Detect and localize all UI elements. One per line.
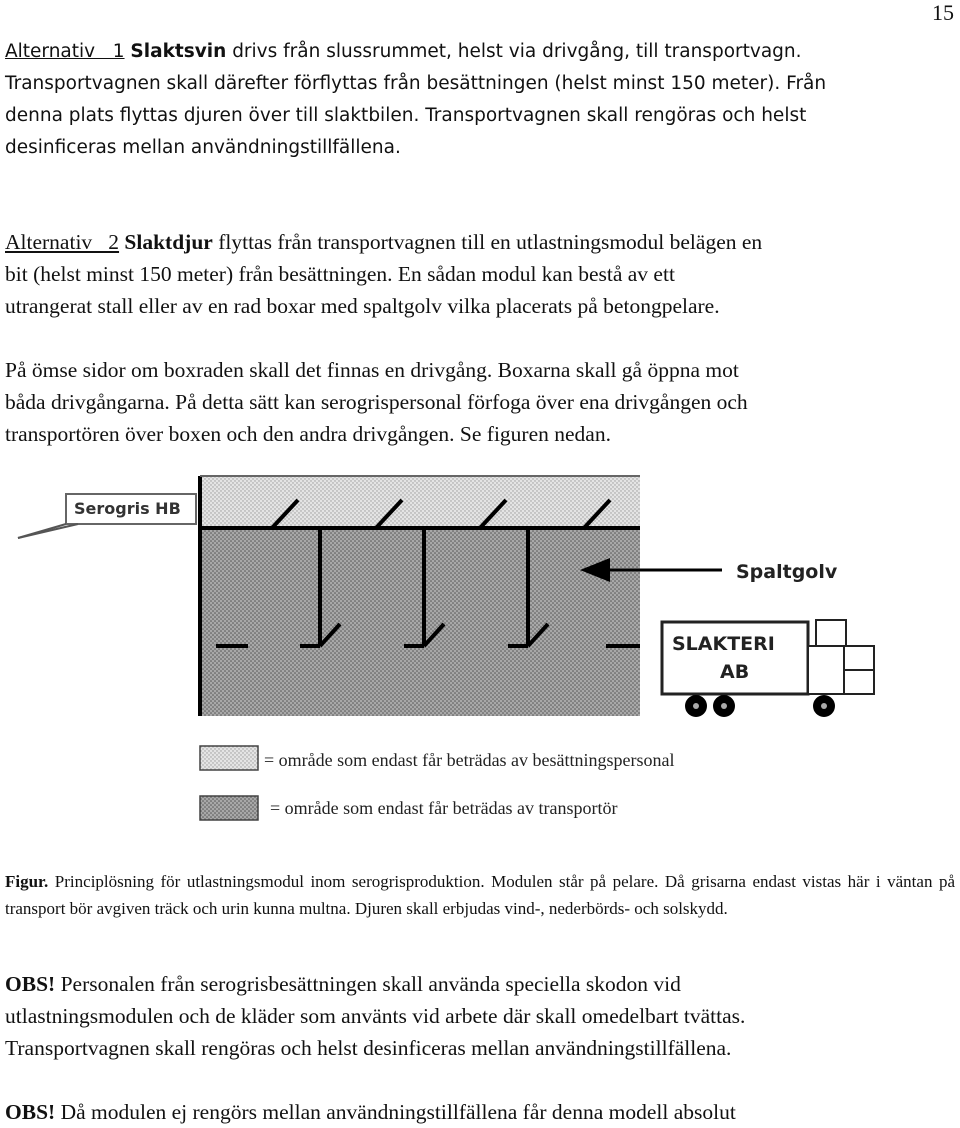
p1-line-4: desinficeras mellan användningstillfällena. <box>5 137 401 158</box>
slaktdjur-term: Slaktdjur <box>124 230 213 254</box>
slakteri-label: SLAKTERI <box>672 633 775 655</box>
p1-line-2: Transportvagnen skall därefter förflyttas från besättningen (helst minst 150 meter). Från <box>5 73 827 94</box>
obs1-line-2: utlastningsmodulen och de kläder som använts vid arbete där skall omedelbart tvättas. <box>5 1004 746 1028</box>
p2-line-2: bit (helst minst 150 meter) från besättningen. En sådan modul kan bestå av ett <box>5 262 675 286</box>
caption-text: Principlösning för utlastningsmodul inom serogrisproduktion. Modulen står på pelare. Då grisarna endast vistas här i väntan på transport bör avgiven träck och urin kunna multna. Djuren skall erbjudas vind-, nederbörds- och solskydd. <box>5 872 955 918</box>
p3-line-3: transportören över boxen och den andra drivgången. Se figuren nedan. <box>5 422 611 446</box>
page-number: 15 <box>932 0 954 25</box>
figure-diagram <box>74 446 916 836</box>
paragraph-drivgang <box>5 354 955 450</box>
p3-line-1: På ömse sidor om boxraden skall det finnas en drivgång. Boxarna skall gå öppna mot <box>5 358 739 382</box>
alternativ-1-label: Alternativ 1 <box>5 41 125 62</box>
p2-line-3: utrangerat stall eller av en rad boxar med spaltgolv vilka placerats på betongpelare. <box>5 294 720 318</box>
figur-label: Figur. <box>5 872 49 891</box>
paragraph-alternativ-1 <box>5 36 955 164</box>
legend-text-personal: = område som endast får beträdas av besättningspersonal <box>264 750 675 770</box>
figure-utlastningsmodul <box>74 446 916 836</box>
ab-label: AB <box>720 661 750 683</box>
legend-text-transport: = område som endast får beträdas av transportör <box>270 798 618 818</box>
legend-swatch-personal <box>200 746 258 770</box>
serogris-hb-label: Serogris HB <box>74 499 181 518</box>
p3-line-2: båda drivgångarna. På detta sätt kan serogrispersonal förfoga över ena drivgången och <box>5 390 748 414</box>
p1-line-1 <box>5 36 955 68</box>
barn-building <box>200 476 640 716</box>
figure-caption <box>5 868 955 922</box>
spaltgolv-label: Spaltgolv <box>736 561 838 583</box>
obs1-line-3: Transportvagnen skall rengöras och helst desinficeras mellan användningstillfällena. <box>5 1036 732 1060</box>
box-area <box>200 526 640 716</box>
legend-swatch-transport <box>200 796 258 820</box>
p2-line-1 <box>5 226 955 258</box>
alternativ-2-label: Alternativ 2 <box>5 230 120 254</box>
obs2-line-1 <box>5 1096 955 1128</box>
personal-corridor <box>200 476 640 526</box>
p1-line-1-rest: drivs från slussrummet, helst via drivgång, till transportvagn. <box>226 41 802 62</box>
p2-line-1-rest: flyttas från transportvagnen till en utlastningsmodul belägen en <box>212 230 763 254</box>
obs-label-1: OBS! <box>5 972 56 996</box>
obs-paragraph-2 <box>5 1096 955 1128</box>
obs1-line-1-rest: Personalen från serogrisbesättningen skall använda speciella skodon vid <box>55 972 681 996</box>
obs-label-2: OBS! <box>5 1100 56 1124</box>
obs2-line-1-rest: Då modulen ej rengörs mellan användningstillfällena får denna modell absolut <box>55 1100 736 1124</box>
spaltgolv-arrow <box>580 558 722 582</box>
obs1-line-1 <box>5 968 955 1000</box>
obs-paragraph-1 <box>5 968 955 1064</box>
p1-line-3: denna plats flyttas djuren över till slaktbilen. Transportvagnen skall rengöras och helst <box>5 105 807 126</box>
slaktsvin-term: Slaktsvin <box>130 41 227 62</box>
paragraph-alternativ-2 <box>5 226 955 322</box>
